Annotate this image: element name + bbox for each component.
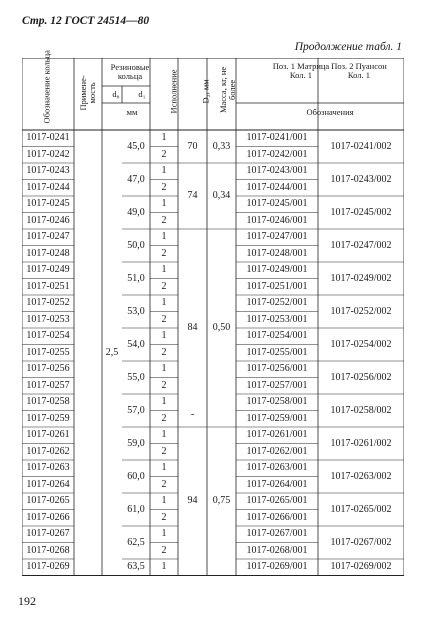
cell-d1: 50,0 bbox=[127, 239, 145, 251]
cell-mass: 0,33 bbox=[212, 140, 231, 152]
col-header-mass: Масса, кг, не более bbox=[218, 66, 237, 114]
cell-execution: 2 bbox=[161, 511, 167, 523]
cell-execution: 1 bbox=[161, 198, 167, 210]
cell-pos2-designation: 1017-0254/002 bbox=[330, 338, 392, 350]
cell-designation: 1017-0253 bbox=[26, 313, 70, 325]
cell-designation: 1017-0247 bbox=[26, 231, 70, 243]
cell-execution: 2 bbox=[161, 280, 167, 292]
cell-designation: 1017-0248 bbox=[26, 247, 70, 259]
cell-designation: 1017-0263 bbox=[26, 462, 70, 474]
cell-designation: 1017-0249 bbox=[26, 264, 70, 276]
cell-pos1-designation: 1017-0265/001 bbox=[246, 495, 308, 507]
cell-pos1-designation: 1017-0255/001 bbox=[246, 346, 308, 358]
cell-d1: 61,0 bbox=[127, 503, 145, 515]
cell-d1: 45,0 bbox=[127, 140, 145, 152]
cell-execution: 2 bbox=[161, 379, 167, 391]
cell-d2: 94 bbox=[187, 495, 198, 507]
cell-pos2-designation: 1017-0247/002 bbox=[330, 239, 392, 251]
cell-execution: 2 bbox=[161, 313, 167, 325]
col-header-d2: D₂, мм bbox=[200, 79, 211, 104]
cell-pos1-designation: 1017-0244/001 bbox=[246, 181, 308, 193]
cell-pos2-designation: 1017-0249/002 bbox=[330, 272, 392, 284]
cell-execution: 2 bbox=[161, 544, 167, 556]
cell-designation: 1017-0243 bbox=[26, 165, 70, 177]
cell-pos1-designation: 1017-0266/001 bbox=[246, 511, 308, 523]
col-header-pos1: Поз. 1 Матрица Кол. 1 bbox=[272, 61, 330, 81]
cell-designation: 1017-0258 bbox=[26, 396, 70, 408]
col-header-d1: d₁ bbox=[138, 89, 146, 99]
cell-execution: 1 bbox=[161, 231, 167, 243]
cell-pos2-designation: 1017-0241/002 bbox=[330, 140, 392, 152]
cell-designation: 1017-0264 bbox=[26, 478, 70, 490]
cell-pos1-designation: 1017-0257/001 bbox=[246, 379, 308, 391]
cell-d1: 63,5 bbox=[127, 561, 145, 573]
cell-execution: 2 bbox=[161, 214, 167, 226]
cell-pos2-designation: 1017-0261/002 bbox=[330, 437, 392, 449]
cell-d1: 59,0 bbox=[127, 437, 145, 449]
cell-pos1-designation: 1017-0262/001 bbox=[246, 445, 308, 457]
cell-execution: 1 bbox=[161, 297, 167, 309]
col-header-rubber-rings: Резиновые кольца bbox=[110, 62, 150, 82]
cell-pos2-designation: 1017-0263/002 bbox=[330, 470, 392, 482]
cell-designation: 1017-0261 bbox=[26, 429, 70, 441]
col-header-application: Примене- мость bbox=[78, 75, 97, 111]
cell-pos1-designation: 1017-0242/001 bbox=[246, 148, 308, 160]
col-header-mm: мм bbox=[126, 107, 138, 117]
cell-d1: 54,0 bbox=[127, 338, 145, 350]
cell-execution: 2 bbox=[161, 412, 167, 424]
cell-designation: 1017-0242 bbox=[26, 148, 70, 160]
cell-pos1-designation: 1017-0261/001 bbox=[246, 429, 308, 441]
cell-execution: 1 bbox=[161, 528, 167, 540]
cell-execution: 1 bbox=[161, 264, 167, 276]
cell-designation: 1017-0257 bbox=[26, 379, 70, 391]
cell-d1: 57,0 bbox=[127, 404, 145, 416]
cell-designation: 1017-0259 bbox=[26, 412, 70, 424]
cell-designation: 1017-0266 bbox=[26, 511, 70, 523]
cell-pos1-designation: 1017-0264/001 bbox=[246, 478, 308, 490]
cell-pos2-designation: 1017-0243/002 bbox=[330, 173, 392, 185]
cell-pos1-designation: 1017-0267/001 bbox=[246, 528, 308, 540]
cell-designation: 1017-0268 bbox=[26, 544, 70, 556]
cell-pos1-designation: 1017-0249/001 bbox=[246, 264, 308, 276]
cell-designation: 1017-0254 bbox=[26, 330, 70, 342]
cell-designation: 1017-0267 bbox=[26, 528, 70, 540]
cell-execution: 1 bbox=[161, 396, 167, 408]
page-number: 192 bbox=[18, 594, 36, 608]
cell-pos1-designation: 1017-0268/001 bbox=[246, 544, 308, 556]
cell-d1: 55,0 bbox=[127, 371, 145, 383]
cell-mass: 0,50 bbox=[212, 322, 231, 333]
cell-execution: 2 bbox=[161, 346, 167, 358]
cell-pos1-designation: 1017-0269/001 bbox=[246, 561, 308, 573]
cell-designation: 1017-0255 bbox=[26, 346, 70, 358]
cell-execution: 1 bbox=[161, 495, 167, 507]
cell-execution: 1 bbox=[161, 132, 167, 144]
cell-execution: 2 bbox=[161, 445, 167, 457]
col-header-designations: Обозначения bbox=[306, 107, 354, 117]
cell-d2: 74 bbox=[187, 190, 198, 201]
cell-designation: 1017-0256 bbox=[26, 363, 70, 375]
cell-pos1-designation: 1017-0247/001 bbox=[246, 231, 308, 243]
cell-execution: 1 bbox=[161, 561, 167, 573]
cell-pos2-designation: 1017-0267/002 bbox=[330, 536, 392, 548]
cell-pos2-designation: 1017-0256/002 bbox=[330, 371, 392, 383]
cell-pos1-designation: 1017-0253/001 bbox=[246, 313, 308, 325]
cell-pos2-designation: 1017-0265/002 bbox=[330, 503, 392, 515]
cell-execution: 1 bbox=[161, 363, 167, 375]
cell-designation: 1017-0269 bbox=[26, 561, 70, 573]
cell-pos1-designation: 1017-0248/001 bbox=[246, 247, 308, 259]
cell-designation: 1017-0265 bbox=[26, 495, 70, 507]
cell-designation: 1017-0262 bbox=[26, 445, 70, 457]
cell-mass: 0,75 bbox=[212, 495, 231, 507]
cell-pos1-designation: 1017-0254/001 bbox=[246, 330, 308, 342]
cell-pos1-designation: 1017-0258/001 bbox=[246, 396, 308, 408]
cell-d2: 84 bbox=[187, 322, 198, 333]
cell-d1: 62,5 bbox=[127, 536, 145, 548]
cell-pos1-designation: 1017-0246/001 bbox=[246, 214, 308, 226]
cell-pos1-designation: 1017-0243/001 bbox=[246, 165, 308, 177]
cell-execution: 1 bbox=[161, 165, 167, 177]
cell-execution: 2 bbox=[161, 148, 167, 160]
cell-d1: 60,0 bbox=[127, 470, 145, 482]
cell-execution: 1 bbox=[161, 429, 167, 441]
cell-pos2-designation: 1017-0269/002 bbox=[330, 561, 392, 573]
cell-execution: 2 bbox=[161, 478, 167, 490]
cell-execution: 2 bbox=[161, 247, 167, 259]
cell-d1: 53,0 bbox=[127, 305, 145, 317]
col-header-designation: Обозначение кольца bbox=[41, 50, 52, 124]
cell-designation: 1017-0245 bbox=[26, 198, 70, 210]
cell-execution: 1 bbox=[161, 330, 167, 342]
cell-execution: 2 bbox=[161, 181, 167, 193]
cell-designation: 1017-0246 bbox=[26, 214, 70, 226]
cell-d8: 2,5 bbox=[105, 346, 119, 358]
cell-pos1-designation: 1017-0256/001 bbox=[246, 363, 308, 375]
cell-designation: 1017-0244 bbox=[26, 181, 70, 193]
cell-pos1-designation: 1017-0251/001 bbox=[246, 280, 308, 292]
cell-pos1-designation: 1017-0263/001 bbox=[246, 462, 308, 474]
col-header-pos2: Поз. 2 Пуансон Кол. 1 bbox=[331, 61, 387, 81]
cell-pos2-designation: 1017-0252/002 bbox=[330, 305, 392, 317]
col-header-d8: d₈ bbox=[112, 89, 120, 99]
cell-designation: 1017-0251 bbox=[26, 280, 70, 292]
cell-d2-dash: - bbox=[190, 408, 195, 420]
cell-d1: 47,0 bbox=[127, 173, 145, 185]
cell-designation: 1017-0241 bbox=[26, 132, 70, 144]
cell-execution: 1 bbox=[161, 462, 167, 474]
cell-d1: 49,0 bbox=[127, 206, 145, 218]
cell-pos2-designation: 1017-0258/002 bbox=[330, 404, 392, 416]
page-header: Стр. 12 ГОСТ 24514—80 bbox=[22, 15, 150, 27]
col-header-execution: Исполнение bbox=[168, 69, 179, 114]
table-continuation-title: Продолжение табл. 1 bbox=[294, 41, 402, 53]
cell-designation: 1017-0252 bbox=[26, 297, 70, 309]
cell-pos1-designation: 1017-0241/001 bbox=[246, 132, 308, 144]
cell-pos1-designation: 1017-0245/001 bbox=[246, 198, 308, 210]
cell-mass: 0,34 bbox=[212, 190, 231, 201]
cell-pos1-designation: 1017-0252/001 bbox=[246, 297, 308, 309]
cell-d2: 70 bbox=[187, 140, 198, 152]
cell-d1: 51,0 bbox=[127, 272, 145, 284]
cell-pos1-designation: 1017-0259/001 bbox=[246, 412, 308, 424]
cell-pos2-designation: 1017-0245/002 bbox=[330, 206, 392, 218]
